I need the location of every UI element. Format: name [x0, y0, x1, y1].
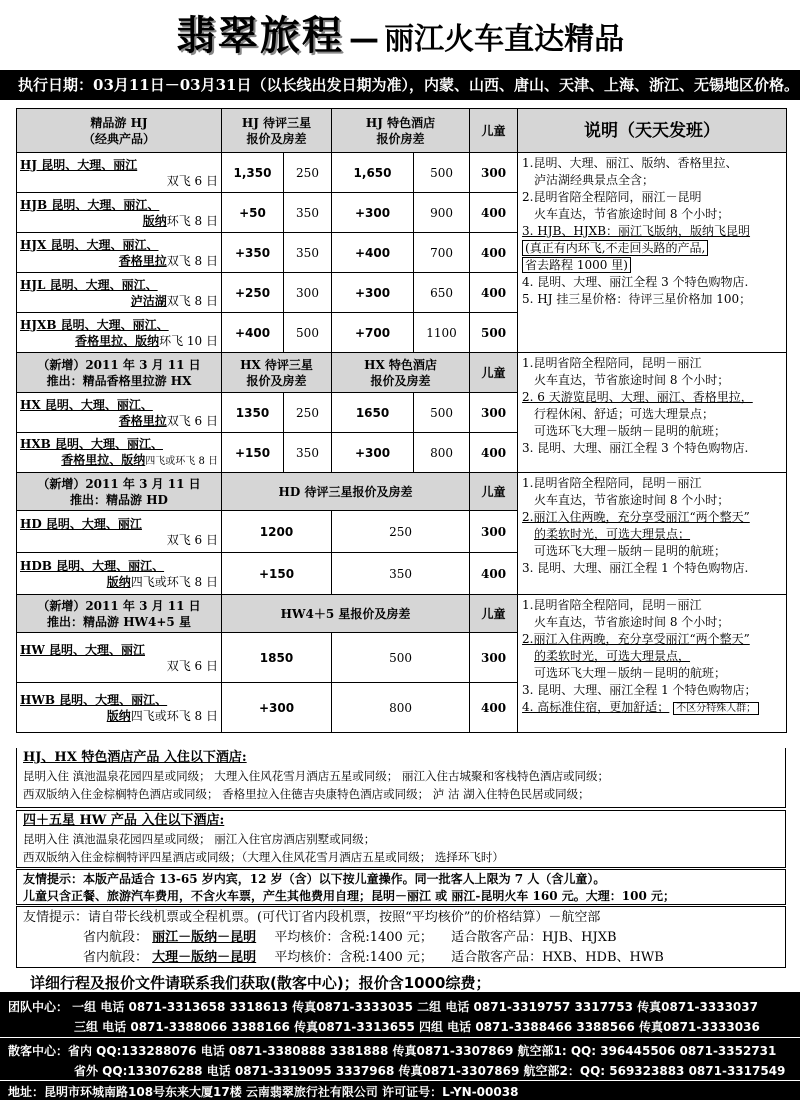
- team-center-line-1: 团队中心： 一组 电话 0871-3313658 3318613 传真0871-3333035 二组 电话 0871-3319757 3317753 传真0871-3333037: [8, 1000, 758, 1014]
- hw-price: 1850: [222, 633, 332, 683]
- sec1-three-star-header: HJ 待评三星 报价及房差: [222, 109, 332, 153]
- three-star-room-diff: 350: [284, 433, 332, 473]
- three-star-price: 1200: [222, 511, 332, 553]
- sec4-price-header: HW4＋5 星报价及房差: [222, 595, 470, 633]
- three-star-price: +50: [222, 193, 284, 233]
- special-hotel-price: +300: [332, 273, 414, 313]
- sec1-child-header: 儿童: [470, 109, 518, 153]
- special-hotel-price: +300: [332, 193, 414, 233]
- hw-price: +300: [222, 683, 332, 733]
- sec2-notes: 1.昆明省陪全程陪同，昆明－丽江 火车直达，节省旅途时间 8 个小时； 2. 6 天游览昆明、大理、丽江、香格里拉， 行程休闲、舒适；可选大理景点； 可选环飞大理－版纳－昆明的航班； 3. 昆明、大理、丽江全程 3 个特色购物店.: [518, 353, 787, 473]
- sec4-notes: 1.昆明省陪全程陪同，昆明－丽江 火车直达，节省旅途时间 8 个小时； 2.丽江入住两晚，充分享受丽江“两个整天” 的柔软时光，可选大理景点， 可选环飞大理－版纳－昆明的航班； 3. 昆明、大理、丽江全程 1 个特色购物店； 4. 高标准住宿，更加舒适； 不区分特殊人群；: [518, 595, 787, 733]
- child-price: 400: [470, 683, 518, 733]
- three-star-room-diff: 500: [284, 313, 332, 353]
- child-price: 400: [470, 233, 518, 273]
- route-cell: HDB 昆明、大理、丽江、 版纳四飞或环飞 8 日: [17, 553, 222, 595]
- route-cell: HJ 昆明、大理、丽江 双飞 6 日: [17, 153, 222, 193]
- table-row: [17, 153, 787, 193]
- sec3-child-header: 儿童: [470, 473, 518, 511]
- hotel-list-hj-hx: HJ、HX 特色酒店产品 入住以下酒店: 昆明入住 滇池温泉花园四星或同级； 大理入住风花雪月酒店五星或同级； 丽江入住古城聚和客栈特色酒店或同级； 西双版纳入住金棕榈特色酒店或同级； 香格里拉入住德吉央康特色酒店或同级； 泸 沽 湖入住特色民居或同级；: [16, 748, 786, 808]
- price-table: [16, 108, 787, 733]
- child-price: 400: [470, 553, 518, 595]
- three-star-room-diff: 350: [284, 233, 332, 273]
- child-price: 300: [470, 153, 518, 193]
- three-star-price: +150: [222, 553, 332, 595]
- child-price: 400: [470, 273, 518, 313]
- contact-footer: [0, 992, 800, 1100]
- special-hotel-price: +700: [332, 313, 414, 353]
- route-cell: HD 昆明、大理、丽江 双飞 6 日: [17, 511, 222, 553]
- hotel-list-hw: 四＋五星 HW 产品 入住以下酒店: 昆明入住 滇池温泉花园四星或同级； 丽江入住官房酒店别墅或同级； 西双版纳入住金棕榈特评四星酒店或同级；（大理入住风花雪月酒店五星或同级； 选择环飞时）: [16, 810, 786, 868]
- sec3-header-row: [17, 473, 787, 511]
- special-hotel-room-diff: 900: [414, 193, 470, 233]
- route-cell: HX 昆明、大理、丽江、 香格里拉双飞 6 日: [17, 393, 222, 433]
- contact-note: 详细行程及报价文件请联系我们获取(散客中心)；报价含1000综费；: [30, 974, 491, 992]
- child-price: 500: [470, 313, 518, 353]
- team-center-line-2: 三组 电话 0871-3388066 3388166 传真0871-3313655 四组 电话 0871-3388466 3388566 传真0871-3333036: [74, 1020, 760, 1034]
- sec4-header-row: [17, 595, 787, 633]
- three-star-room-diff: 250: [284, 153, 332, 193]
- individual-center-line-1: 散客中心：省内 QQ:133288076 电话 0871-3380888 3381888 传真0871-3307869 航空部1: QQ: 396445506 0871-3352731: [8, 1044, 777, 1058]
- special-hotel-price: +400: [332, 233, 414, 273]
- child-price: 300: [470, 511, 518, 553]
- special-hotel-price: 1,650: [332, 153, 414, 193]
- route-cell: HWB 昆明、大理、丽江、 版纳四飞或环飞 8 日: [17, 683, 222, 733]
- three-star-price: +150: [222, 433, 284, 473]
- special-hotel-room-diff: 700: [414, 233, 470, 273]
- three-star-room-diff: 250: [284, 393, 332, 433]
- special-hotel-room-diff: 650: [414, 273, 470, 313]
- friendly-tips-children: 友情提示：本版产品适合 13-65 岁内宾，12 岁（含）以下按儿童操作。同一批客人上限为 7 人（含儿童）。 儿童只含正餐、旅游汽车费用，不含火车票，产生其他费用自理；昆明－丽江 或 丽江-昆明火车 160 元。大理：100 元；: [16, 869, 786, 905]
- title-dash: —: [349, 22, 379, 57]
- special-hotel-room-diff: 500: [414, 153, 470, 193]
- three-star-room-diff: 250: [332, 511, 470, 553]
- three-star-room-diff: 350: [332, 553, 470, 595]
- three-star-price: +350: [222, 233, 284, 273]
- sec3-notes: 1.昆明省陪全程陪同，昆明－丽江 火车直达，节省旅途时间 8 个小时； 2.丽江入住两晚，充分享受丽江“两个整天” 的柔软时光，可选大理景点； 可选环飞大理－版纳－昆明的航班； 3. 昆明、大理、丽江全程 1 个特色购物店.: [518, 473, 787, 595]
- hw-room-diff: 800: [332, 683, 470, 733]
- special-hotel-room-diff: 1100: [414, 313, 470, 353]
- address-line: 地址：昆明市环城南路108号东来大厦17楼 云南翡翠旅行社有限公司 许可证号：L-YN-00038: [8, 1085, 519, 1099]
- route-cell: HXB 昆明、大理、丽江、 香格里拉、版纳四飞或环飞 8 日: [17, 433, 222, 473]
- sec2-three-star-header: HX 待评三星 报价及房差: [222, 353, 332, 393]
- special-hotel-price: 1650: [332, 393, 414, 433]
- sec2-child-header: 儿童: [470, 353, 518, 393]
- three-star-price: 1350: [222, 393, 284, 433]
- route-cell: HJL 昆明、大理、丽江、 泸沽湖双飞 8 日: [17, 273, 222, 313]
- child-price: 300: [470, 633, 518, 683]
- sec2-special-header: HX 特色酒店 报价及房差: [332, 353, 470, 393]
- special-hotel-price: +300: [332, 433, 414, 473]
- title-subtitle: 丽江火车直达精品: [384, 22, 625, 57]
- special-hotel-room-diff: 500: [414, 393, 470, 433]
- individual-center-line-2: 省外 QQ:133076288 电话 0871-3319095 3337968 传真0871-3307869 航空部2：QQ: 569323883 0871-3317549: [74, 1064, 786, 1078]
- sec3-price-header: HD 待评三星报价及房差: [222, 473, 470, 511]
- brand-name: 翡翠旅程: [175, 13, 344, 59]
- friendly-tips-flights: 友情提示：请自带长线机票或全程机票。(可代订省内段机票，按照“平均核价”的价格结算）－航空部 省内航段： 丽江－版纳－昆明 平均核价：含税:1400 元； 适合散客产品：HJB、HJXB 省内航段： 大理－版纳－昆明 平均核价：含税:1400 元； 适合散客产品：HXB、HDB、HWB: [16, 906, 786, 968]
- page-title: [0, 4, 800, 61]
- route-cell: HJXB 昆明、大理、丽江、 香格里拉、版纳环飞 10 日: [17, 313, 222, 353]
- three-star-price: 1,350: [222, 153, 284, 193]
- special-hotel-room-diff: 800: [414, 433, 470, 473]
- sec1-special-header: HJ 特色酒店 报价房差: [332, 109, 470, 153]
- route-cell: HJX 昆明、大理、丽江、 香格里拉双飞 8 日: [17, 233, 222, 273]
- hw-room-diff: 500: [332, 633, 470, 683]
- sec2-header-row: [17, 353, 787, 393]
- child-price: 400: [470, 193, 518, 233]
- route-cell: HJB 昆明、大理、丽江、 版纳环飞 8 日: [17, 193, 222, 233]
- sec2-product-header: （新增）2011 年 3 月 11 日 推出：精品香格里拉游 HX: [17, 353, 222, 393]
- validity-date-bar: 执行日期：03月11日－03月31日（以长线出发日期为准），内蒙、山西、唐山、天津、上海、浙江、无锡地区价格。: [0, 70, 800, 100]
- sec1-note-header: 说明（天天发班）: [518, 109, 787, 153]
- three-star-price: +400: [222, 313, 284, 353]
- three-star-room-diff: 350: [284, 193, 332, 233]
- sec4-child-header: 儿童: [470, 595, 518, 633]
- sec1-notes: 1.昆明、大理、丽江、版纳、香格里拉、 泸沽湖经典景点全含； 2.昆明省陪全程陪同，丽江－昆明 火车直达，节省旅途时间 8 个小时； 3. HJB、HJXB：丽江飞版纳，版纳飞昆明 (真正有内环飞,不走回头路的产品, 省去路程 1000 里) 4. 昆明、大理、丽江全程 3 个特色购物店. 5. HJ 挂三星价格：待评三星价格加 100；: [518, 153, 787, 353]
- child-price: 300: [470, 393, 518, 433]
- sec3-product-header: （新增）2011 年 3 月 11 日 推出：精品游 HD: [17, 473, 222, 511]
- sec1-product-header: 精品游 HJ （经典产品）: [17, 109, 222, 153]
- sec1-header-row: [17, 109, 787, 153]
- three-star-room-diff: 300: [284, 273, 332, 313]
- route-cell: HW 昆明、大理、丽江 双飞 6 日: [17, 633, 222, 683]
- three-star-price: +250: [222, 273, 284, 313]
- child-price: 400: [470, 433, 518, 473]
- sec4-product-header: （新增）2011 年 3 月 11 日 推出：精品游 HW4+5 星: [17, 595, 222, 633]
